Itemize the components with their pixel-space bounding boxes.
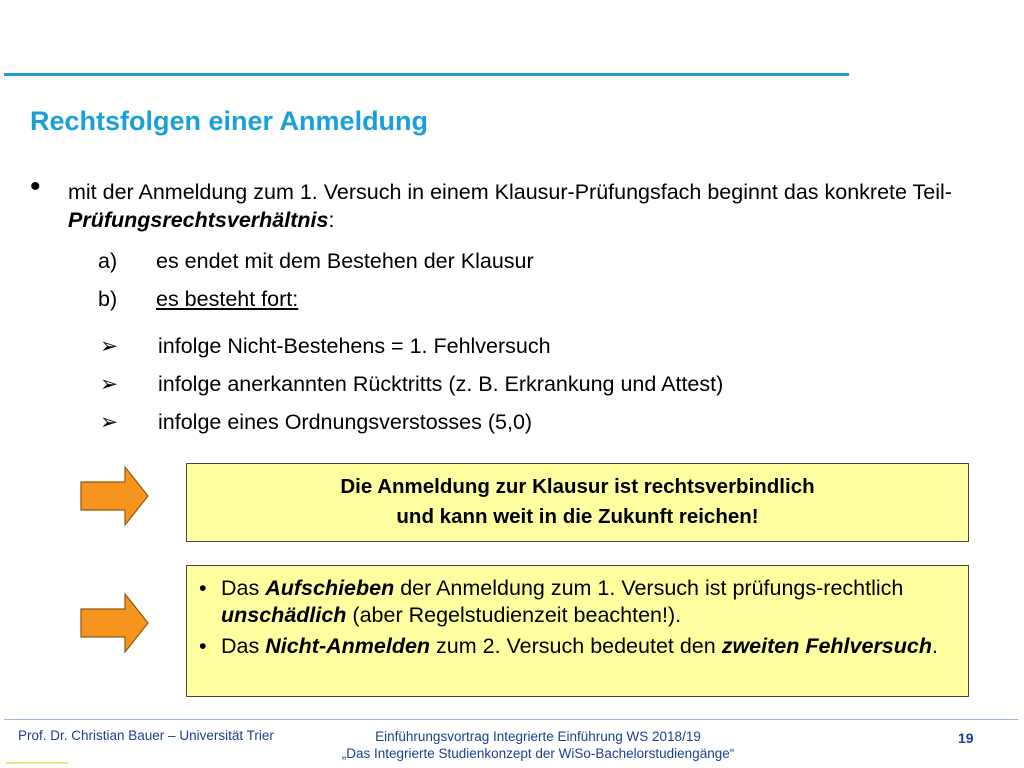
footer-course-line: „Das Integrierte Studienkonzept der WiSo-Bachelorstudiengänge“ (341, 746, 735, 761)
info-text: Das (221, 576, 266, 600)
main-bullet-emphasis: Prüfungsrechtsverhältnis (68, 208, 329, 232)
header-rule (4, 73, 849, 76)
arrow-item-text: infolge Nicht-Bestehens = 1. Fehlversuch (158, 334, 551, 358)
info-box-item (199, 633, 968, 660)
main-bullet-text-start: mit der Anmeldung zum 1. Versuch in einem Klausur-Prüfungsfach beginnt das konkrete Teil- (68, 180, 952, 204)
orange-arrow-icon (79, 592, 151, 654)
slide-title: Rechtsfolgen einer Anmeldung (30, 106, 429, 136)
info-text: . (932, 634, 938, 658)
info-emphasis: Aufschieben (265, 576, 395, 600)
info-box-bullet: • (199, 634, 207, 658)
info-box-line: Die Anmeldung zur Klausur ist rechtsverbindlich (340, 475, 815, 498)
orange-arrow-icon (79, 465, 151, 527)
main-bullet-text (68, 178, 988, 234)
arrow-bullet-icon: ➢ (100, 372, 119, 396)
bullet-marker: • (30, 170, 41, 203)
info-box-line: und kann weit in die Zukunft reichen! (396, 505, 759, 528)
info-text: Das (221, 634, 266, 658)
info-emphasis: zweiten Fehlversuch (721, 634, 932, 658)
arrow-item-text: infolge anerkannten Rücktritts (z. B. Erkrankung und Attest) (158, 372, 724, 396)
arrow-bullet-icon: ➢ (100, 410, 119, 434)
footer-course-line: Einführungsvortrag Integrierte Einführung WS 2018/19 (375, 729, 701, 744)
page-number: 19 (958, 730, 974, 746)
info-text: zum 2. Versuch bedeutet den (430, 634, 722, 658)
sub-item-text: es endet mit dem Bestehen der Klausur (156, 249, 534, 273)
arrow-item-text: infolge eines Ordnungsverstosses (5,0) (158, 410, 533, 434)
info-emphasis: Nicht-Anmelden (265, 634, 431, 658)
footer-mark (6, 762, 68, 764)
info-emphasis: unschädlich (221, 603, 347, 627)
info-text: der Anmeldung zum 1. Versuch ist prüfungs-rechtlich (394, 576, 904, 600)
sub-item-label: a) (98, 249, 118, 273)
sub-item-text: es besteht fort: (156, 287, 299, 311)
info-box-consequences (186, 565, 969, 697)
footer-course (328, 728, 748, 762)
info-box-item (199, 575, 968, 629)
main-bullet-text-end: : (328, 208, 335, 232)
arrow-bullet-icon: ➢ (100, 334, 119, 358)
info-box-binding (186, 463, 969, 542)
info-box-bullet: • (199, 576, 207, 600)
info-text: (aber Regelstudienzeit beachten!). (346, 603, 682, 627)
footer-rule (4, 719, 1018, 720)
footer-author: Prof. Dr. Christian Bauer – Universität Trier (18, 728, 274, 743)
sub-item-label: b) (98, 287, 118, 311)
